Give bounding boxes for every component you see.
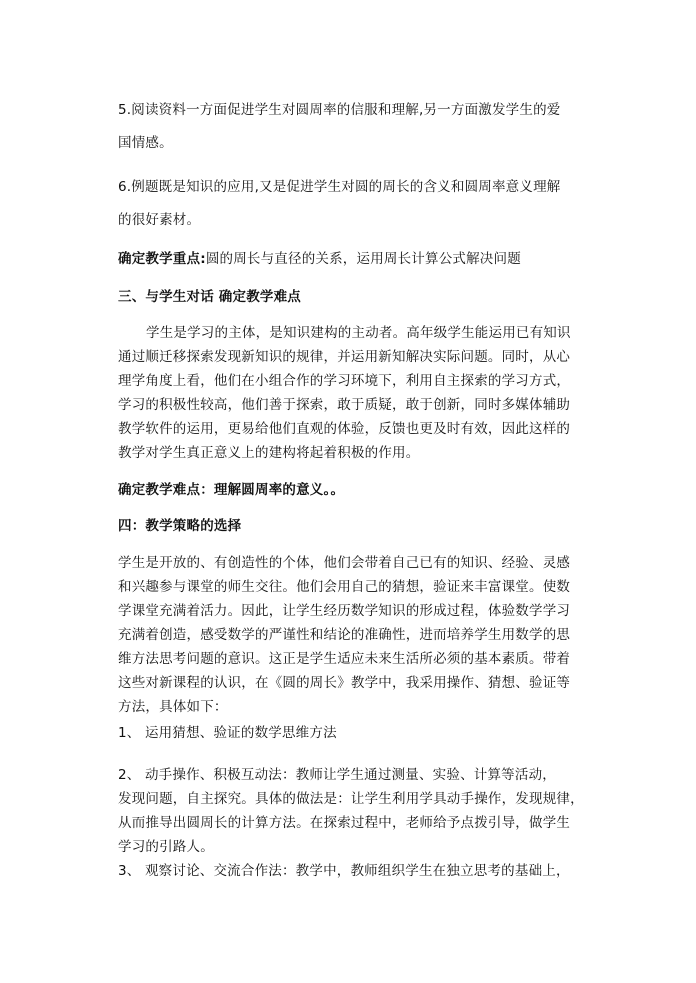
section-3-body-line-2: 通过顺迁移探索发现新知识的规律，并运用新知解决实际问题。同时，从心 — [118, 349, 571, 365]
section-3-body-line-6: 教学对学生真正意义上的建构将起着积极的作用。 — [118, 445, 420, 461]
section-3-body-line-5: 教学软件的运用，更易给他们直观的体验，反馈也更及时有效，因此这样的 — [118, 421, 571, 437]
method-item-2-line-2: 发现问题，自主探究。具体的做法是：让学生利用学具动手操作，发现规律， — [118, 791, 584, 807]
section-4-body-line-7: 方法，具体如下： — [118, 699, 228, 715]
section-3-body-line-3: 理学角度上看，他们在小组合作的学习环境下，利用自主探索的学习方式， — [118, 373, 571, 389]
method-item-2-line-3: 从而推导出圆周长的计算方法。在探索过程中，老师给予点拨引导，做学生 — [118, 815, 571, 831]
section-4-body-line-6: 这些对新课程的认识，在《圆的周长》教学中，我采用操作、猜想、验证等 — [118, 675, 571, 691]
method-item-2-line-1: 2、 动手操作、积极互动法：教师让学生通过测量、实验、计算等活动， — [118, 767, 556, 783]
paragraph-6-line-2: 的很好素材。 — [118, 212, 201, 228]
section-3-heading: 三、与学生对话 确定教学难点 — [118, 289, 301, 305]
section-4-body-line-3: 学课堂充满着活力。因此，让学生经历数学知识的形成过程，体验数学学习 — [118, 603, 571, 619]
section-4-body-line-1: 学生是开放的、有创造性的个体，他们会带着自己已有的知识、经验、灵感 — [118, 555, 571, 571]
section-4-heading: 四：教学策略的选择 — [118, 518, 242, 534]
method-item-1: 1、 运用猜想、验证的数学思维方法 — [118, 725, 337, 741]
paragraph-5-line-1: 5.阅读资料一方面促进学生对圆周率的信服和理解,另一方面激发学生的爱 — [118, 102, 561, 118]
key-point-label: 确定教学重点: — [118, 251, 206, 267]
paragraph-5-line-2: 国情感。 — [118, 135, 173, 151]
key-point-text: 圆的周长与直径的关系，运用周长计算公式解决问题 — [205, 251, 521, 267]
paragraph-6-line-1: 6.例题既是知识的应用,又是促进学生对圆的周长的含义和圆周率意义理解 — [118, 179, 561, 195]
section-3-body-line-4: 学习的积极性较高，他们善于探索，敢于质疑，敢于创新，同时多媒体辅助 — [118, 397, 571, 413]
difficulty-line: 确定教学难点：理解圆周率的意义。。 — [118, 482, 345, 498]
key-point-line — [118, 250, 588, 268]
method-item-3-line-1: 3、 观察讨论、交流合作法：教学中，教师组织学生在独立思考的基础上， — [118, 863, 570, 879]
section-4-body-line-5: 维方法思考问题的意识。这正是学生适应未来生活所必须的基本素质。带着 — [118, 651, 571, 667]
section-4-body-line-4: 充满着创造，感受数学的严谨性和结论的准确性，进而培养学生用数学的思 — [118, 627, 571, 643]
section-4-body-line-2: 和兴趣参与课堂的师生交往。他们会用自己的猜想，验证来丰富课堂。使数 — [118, 579, 571, 595]
section-3-body-line-1: 学生是学习的主体，是知识建构的主动者。高年级学生能运用已有知识 — [146, 325, 571, 341]
method-item-2-line-4: 学习的引路人。 — [118, 839, 214, 855]
